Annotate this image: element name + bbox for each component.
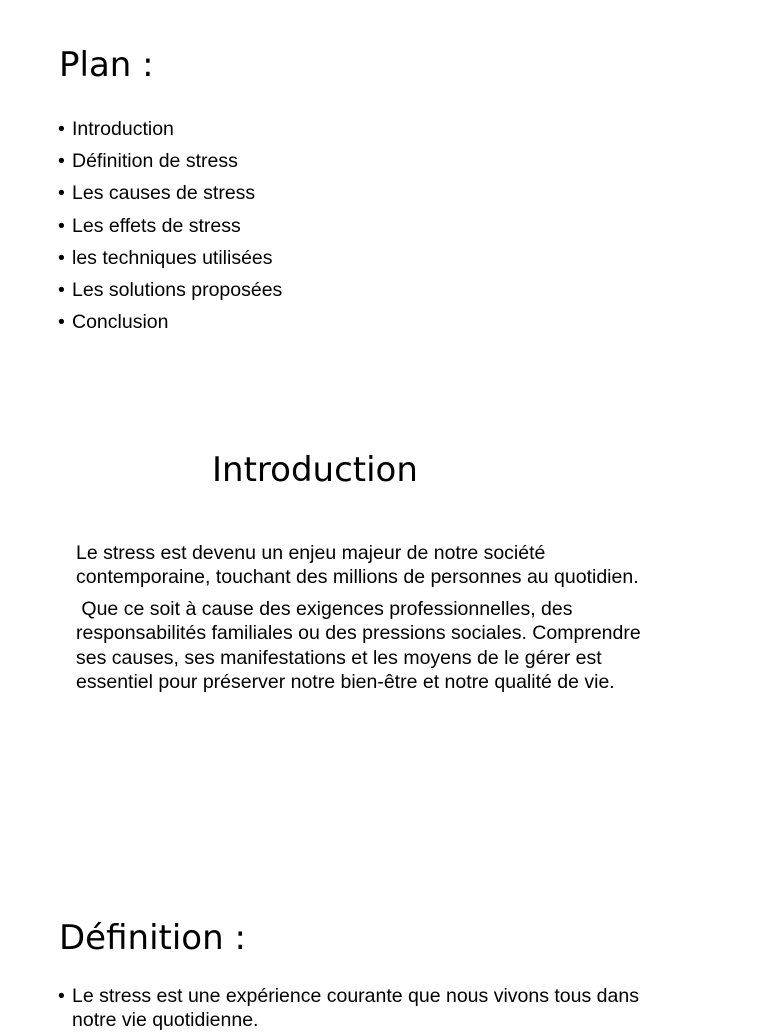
plan-item-definition: • Définition de stress: [58, 145, 282, 177]
plan-item-techniques: • les techniques utilisées: [58, 242, 282, 274]
plan-item-effects: • Les effets de stress: [58, 210, 282, 242]
definition-item-1: • Le stress est une expérience courante que nous vivons tous dans notre vie quotidienne.: [58, 984, 672, 1033]
introduction-paragraph-2: Que ce soit à cause des exigences professionnelles, des responsabilités familiales ou des pressions sociales. Comprendre ses causes, ses manifestations et les moyens de le gérer est essentiel pour préserver notre bien-être et notre qualité de vie.: [76, 597, 647, 694]
definition-title: Définition :: [59, 918, 246, 958]
definition-list: [58, 984, 672, 1033]
plan-item-introduction: • Introduction: [58, 113, 282, 145]
plan-item-solutions: • Les solutions proposées: [58, 274, 282, 306]
introduction-title: Introduction: [212, 450, 418, 490]
introduction-paragraph-1: Le stress est devenu un enjeu majeur de notre société contemporaine, touchant des millions de personnes au quotidien.: [76, 542, 639, 589]
plan-item-conclusion: • Conclusion: [58, 306, 282, 338]
introduction-body: [76, 541, 676, 701]
plan-title: Plan :: [59, 45, 154, 85]
plan-item-causes: • Les causes de stress: [58, 177, 282, 209]
plan-list: [58, 113, 282, 338]
